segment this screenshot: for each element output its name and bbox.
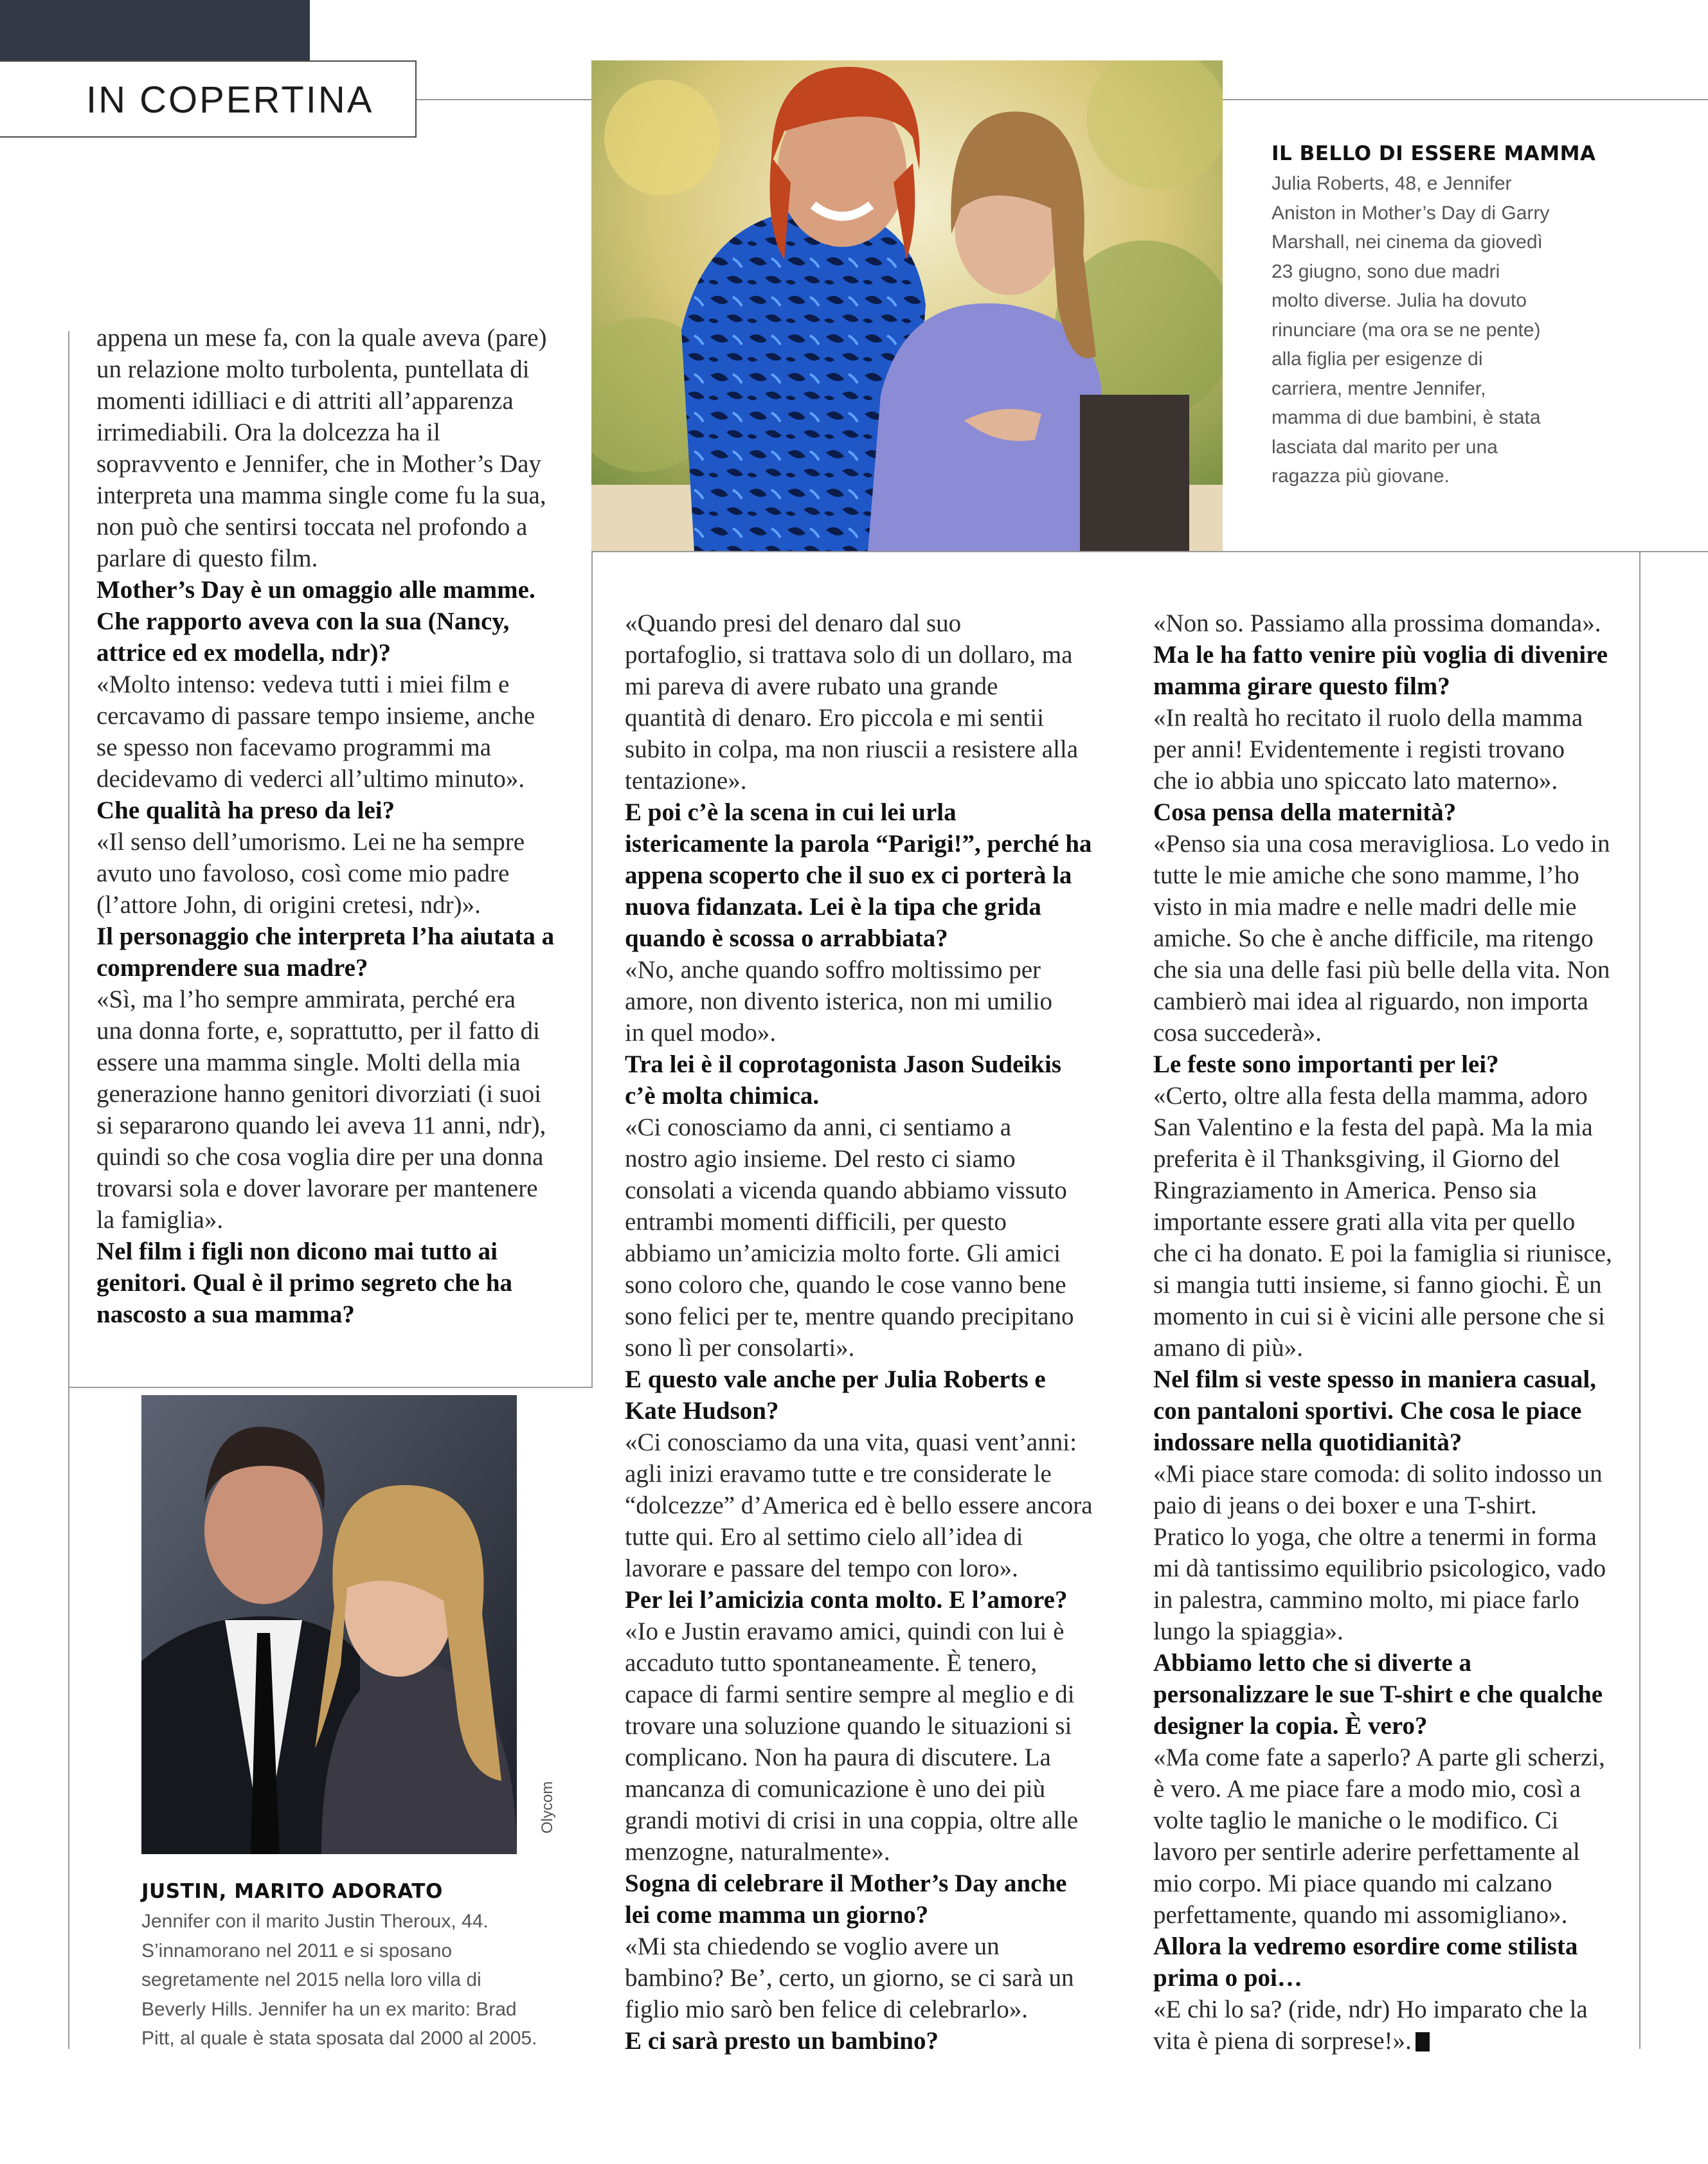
photo-illustration [591, 60, 1223, 552]
text-column-3: «Non so. Passiamo alla prossima domanda». Ma le ha fatto venire più voglia di divenire mamma girare questo film? «In realtà ho recitato il ruolo della mamma per anni! Evidentemente i registi trovano che io abbia uno spiccato lato materno». Cosa pensa della maternità? «Penso sia una cosa meravigliosa. Lo vedo in tutte le mie amiche che sono mamme, l’ho visto in mia madre e nelle madri delle mie amiche. So che è anche difficile, ma ritengo che sia una delle fasi più belle della vita. Non cambierò mai idea al riguardo, non importa cosa succederà». Le feste sono importanti per lei? «Certo, oltre alla festa della mamma, adoro San Valentino e la festa del papà. Ma la mia preferita è il Thanksgiving, il Giorno del Ringraziamento in America. Penso sia importante essere grati alla vita per quello che ci ha donato. E poi la famiglia si riunisce, si mangia tutti insieme, si fanno giochi. È un momento in cui si è vicini alle persone che si amano di più». Nel film si veste spesso in maniera casual, con pantaloni sportivi. Che cosa le piace indossare nella quotidianità? «Mi piace stare comoda: di solito indosso un paio di jeans o dei boxer e una T-shirt. Pratico lo yoga, che oltre a tenermi in forma mi dà tantissimo equilibrio psicologico, vado in palestra, cammino molto, mi piace farlo lungo la spiaggia». Abbiamo letto che si diverte a personalizzare le sue T-shirt e che qualche designer la copia. È vero? «Ma come fate a saperlo? A parte gli scherzi, è vero. A me piace fare a modo mio, così a volte taglio le maniche o le modifico. Ci lavoro per sentirle aderire perfettamente al mio corpo. Mi piace quando mi calzano perfettamente, quando mi assomigliano». Allora la vedremo esordire come stilista prima o poi… «E chi lo sa? (ride, ndr) Ho imparato che la vita è piena di sorprese!». [1153, 609, 1612, 2055]
photo-credit: Olycom [539, 1781, 556, 1834]
frame-rule-left-lower [68, 1387, 69, 2049]
frame-rule-col2 [591, 551, 593, 1387]
photo-jennifer-justin [141, 1395, 517, 1854]
top-color-bar [0, 0, 310, 63]
text-column-2: «Quando presi del denaro dal suo portafoglio, si trattava solo di un dollaro, ma mi pareva di avere rubato una grande quantità di denaro. Ero piccola e mi sentii subito in colpa, ma non riuscii a resistere alla tentazione». E poi c’è la scena in cui lei urla istericamente la parola “Parigi!”, perché ha appena scoperto che il suo ex ci porterà la nuova fidanzata. Lei è la tipa che grida quando è scossa o arrabbiata? «No, anche quando soffro moltissimo per amore, non divento isterica, non mi umilio in quel modo». Tra lei è il coprotagonista Jason Sudeikis c’è molta chimica. «Ci conosciamo da anni, ci sentiamo a nostro agio insieme. Del resto ci siamo consolati a vicenda quando abbiamo vissuto entrambi momenti difficili, per questo abbiamo un’amicizia molto forte. Gli amici sono coloro che, quando le cose vanno bene sono felici per te, mentre quando precipitano sono lì per consolarti». E questo vale anche per Julia Roberts e Kate Hudson? «Ci conosciamo da una vita, quasi vent’anni: agli inizi eravamo tutte e tre considerate le “dolcezze” d’America ed è bello essere ancora tutte qui. Ero al settimo cielo all’idea di lavorare e passare del tempo con loro». Per lei l’amicizia conta molto. E l’amore? «Io e Justin eravamo amici, quindi con lui è accaduto tutto spontaneamente. È tenero, capace di farmi sentire sempre al meglio e di trovare una soluzione quando le situazioni si complicano. Non ha paura di discutere. La mancanza di comunicazione è uno dei più grandi motivi di crisi in una coppia, oltre alle menzogne, naturalmente». Sogna di celebrare il Mother’s Day anche lei come mamma un giorno? «Mi sta chiedendo se voglio avere un bambino? Be’, certo, un giorno, se ci sarà un figlio mio sarò ben felice di celebrarlo». E ci sarà presto un bambino? [625, 609, 1093, 2055]
photo-julia-jennifer [591, 60, 1223, 552]
section-title: IN COPERTINA [86, 79, 374, 121]
end-mark-icon [1416, 2032, 1430, 2051]
photo-caption-text: Julia Roberts, 48, e Jennifer Aniston in Mother’s Day di Garry Marshall, nei cinema da giovedì 23 giugno, sono due madri molto diverse. Julia ha dovuto rinunciare (ma ora se ne pente) alla figlia per esigenze di carriera, mentre Jennifer, mamma di due bambini, è stata lasciata dal marito per una ragazza più giovane. [1272, 173, 1550, 487]
text-column-1: appena un mese fa, con la quale aveva (pare) un relazione molto turbolenta, puntellata di momenti idilliaci e di attriti all’apparenza irrimediabili. Ora la dolcezza ha il sopravvento e Jennifer, che in Mother’s Day interpreta una mamma single come fu la sua, non può che sentirsi toccata nel profondo a parlare di questo film. Mother’s Day è un omaggio alle mamme. Che rapporto aveva con la sua (Nancy, attrice ed ex modella, ndr)? «Molto intenso: vedeva tutti i miei film e cercavamo di passare tempo insieme, anche se spesso non facevamo programmi ma decidevamo di vederci all’ultimo minuto». Che qualità ha preso da lei? «Il senso dell’umorismo. Lei ne ha sempre avuto uno favoloso, così come mio padre (l’attore John, di origini cretesi, ndr)». Il personaggio che interpreta l’ha aiutata a comprendere sua madre? «Sì, ma l’ho sempre ammirata, perché era una donna forte, e, soprattutto, per il fatto di essere una mamma single. Molti della mia generazione hanno genitori divorziati (i suoi si separarono quando lei aveva 11 anni, ndr), quindi so che cosa voglia dire per una donna trovarsi sola e dover lavorare per mantenere la famiglia». Nel film i figli non dicono mai tutto ai genitori. Qual è il primo segreto che ha nascosto a sua mamma? [96, 324, 555, 1328]
frame-rule-bottom [68, 1387, 593, 1388]
header-rule [417, 99, 591, 100]
photo-caption-title-2: JUSTIN, MARITO ADORATO [141, 1880, 443, 1903]
photo-caption-title: IL BELLO DI ESSERE MAMMA [1272, 142, 1596, 165]
section-header [0, 60, 417, 138]
photo-caption-text-2: Jennifer con il marito Justin Theroux, 44. S’innamorano nel 2011 e si sposano segretamente nel 2015 nella loro villa di Beverly Hills. Jennifer ha un ex marito: Brad Pitt, al quale è stata sposata dal 2000 al 2005. [141, 1911, 537, 2049]
header-rule-right [1223, 99, 1708, 100]
frame-rule-left [68, 331, 69, 1387]
frame-rule-middle [591, 551, 1708, 552]
photo-illustration-couple [141, 1395, 517, 1854]
frame-rule-right [1639, 551, 1641, 2049]
